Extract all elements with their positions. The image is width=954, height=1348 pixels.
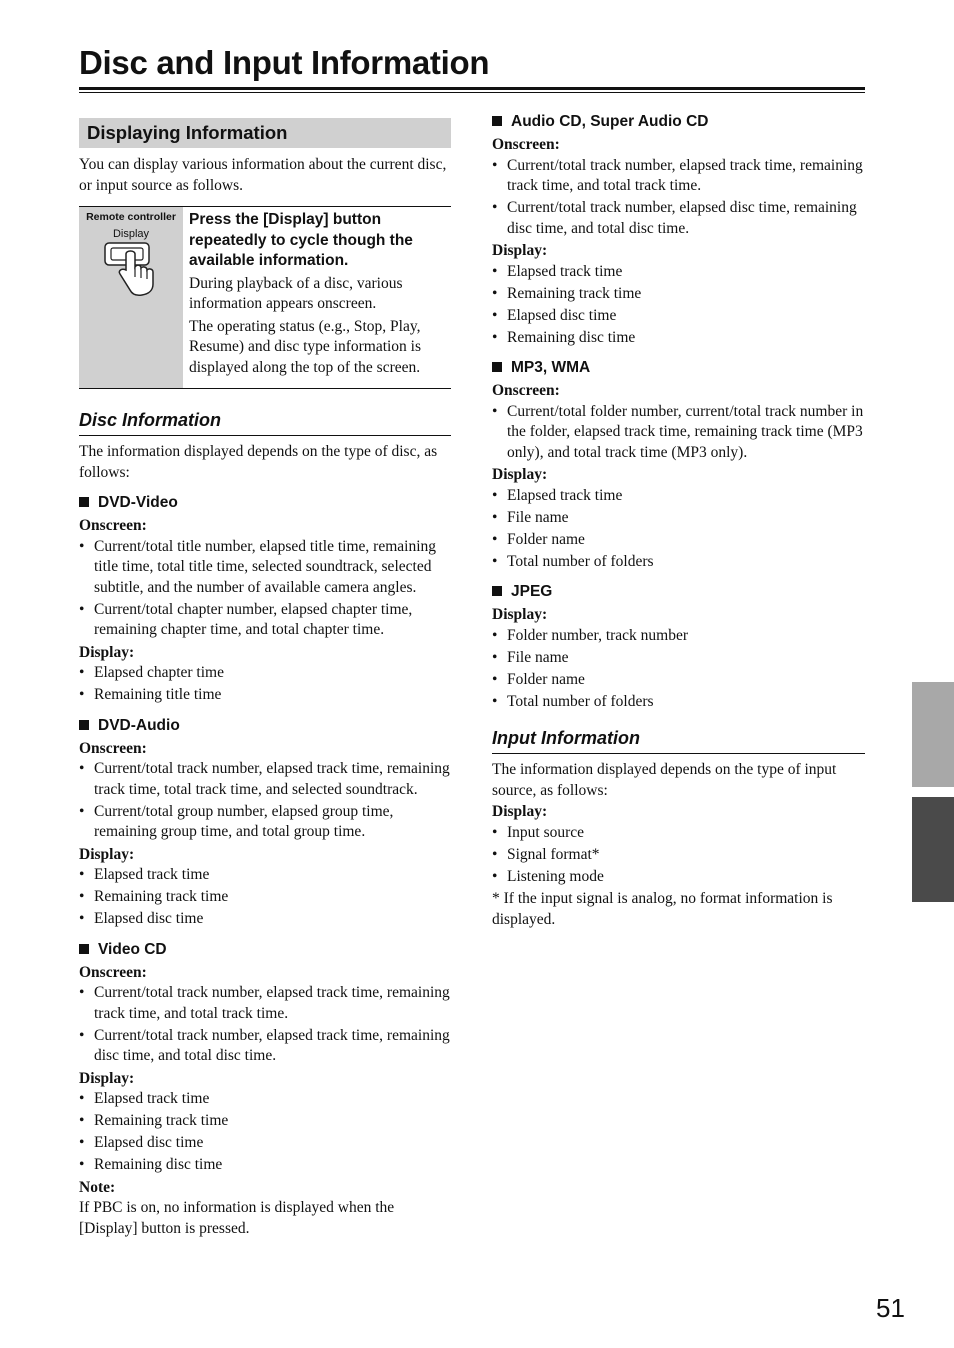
remote-panel <box>79 207 183 388</box>
display-label: Display: <box>79 845 135 863</box>
mp3-wma-display-list <box>492 486 865 573</box>
video-cd-onscreen-list <box>79 983 451 1067</box>
remote-para-2: The operating status (e.g., Stop, Play, Resume) and disc type information is displayed along the top of the screen. <box>189 317 422 376</box>
list-item: • Current/total chapter number, elapsed chapter time, remaining chapter time, and total chapter time. <box>79 600 451 641</box>
audio-cd-title: Audio CD, Super Audio CD <box>511 113 709 130</box>
list-item: • Current/total folder number, current/total track number in the folder, elapsed track time, remaining track time (MP3 only), and total track time (MP3 only). <box>492 402 865 464</box>
audio-cd-heading <box>492 112 865 132</box>
list-item: • Current/total track number, elapsed disc time, remaining disc time, and total disc time. <box>492 198 865 239</box>
dvd-audio-display-list <box>79 865 451 930</box>
remote-text <box>183 207 451 388</box>
list-item: • Remaining disc time <box>79 1155 451 1176</box>
list-item: • Signal format* <box>492 845 865 866</box>
list-item: • Input source <box>492 823 865 844</box>
list-item: • Folder number, track number <box>492 626 865 647</box>
list-item: • Remaining disc time <box>492 328 865 349</box>
display-button-label: Display <box>112 228 150 240</box>
list-item: • Elapsed disc time <box>79 909 451 930</box>
mp3-wma-onscreen-list <box>492 402 865 464</box>
page-number: 51 <box>876 1293 905 1323</box>
title-rule-thin <box>79 92 865 93</box>
dvd-audio-onscreen-list <box>79 759 451 843</box>
onscreen-label: Onscreen: <box>492 382 560 399</box>
list-item: • Remaining track time <box>79 1111 451 1132</box>
disc-info-intro: The information displayed depends on the type of disc, as follows: <box>79 443 438 481</box>
input-info-intro: The information displayed depends on the type of input source, as follows: <box>492 761 837 799</box>
dvd-video-onscreen-list <box>79 537 451 641</box>
list-item: • Folder name <box>492 670 865 691</box>
display-label: Display: <box>492 242 548 259</box>
video-cd-heading <box>79 940 451 960</box>
list-item: • Remaining track time <box>492 284 865 305</box>
remote-instruction: Press the [Display] button repeatedly to cycle though the available information. <box>189 211 413 269</box>
square-bullet-icon <box>492 586 502 596</box>
list-item: • Total number of folders <box>492 552 865 573</box>
list-item: • Total number of folders <box>492 692 865 713</box>
list-item: • Listening mode <box>492 867 865 888</box>
dvd-video-heading <box>79 493 451 513</box>
video-cd-title: Video CD <box>98 940 167 958</box>
list-item: • Elapsed track time <box>492 262 865 283</box>
display-label: Display: <box>492 803 548 820</box>
list-item: • Current/total track number, elapsed track time, remaining track time, and total track time. <box>492 156 865 197</box>
dvd-video-title: DVD-Video <box>98 494 178 511</box>
onscreen-label: Onscreen: <box>79 739 147 757</box>
list-item: • Elapsed track time <box>79 865 451 886</box>
dvd-audio-title: DVD-Audio <box>98 716 180 734</box>
note-label: Note: <box>79 1178 116 1196</box>
dvd-video-display-list <box>79 663 451 706</box>
side-tab-dark <box>912 797 954 902</box>
list-item: • Current/total group number, elapsed group time, remaining group time, and total group time. <box>79 802 451 843</box>
jpeg-heading <box>492 582 865 602</box>
display-label: Display: <box>492 466 548 483</box>
remote-controller-label: Remote controller <box>86 211 176 223</box>
audio-cd-onscreen-list <box>492 156 865 240</box>
list-item: • Current/total track number, elapsed track time, remaining track time, total track time, and selected soundtrack. <box>79 759 451 800</box>
list-item: • Elapsed chapter time <box>79 663 451 684</box>
list-item: • Elapsed disc time <box>492 306 865 327</box>
jpeg-display-list <box>492 626 865 713</box>
display-label: Display: <box>492 606 548 623</box>
list-item: • Remaining title time <box>79 685 451 706</box>
input-information-heading: Input Information <box>492 727 865 754</box>
title-rule <box>79 87 865 90</box>
video-cd-display-list <box>79 1089 451 1176</box>
display-label: Display: <box>79 1069 135 1087</box>
display-label: Display: <box>79 643 135 661</box>
page-title: Disc and Input Information <box>79 44 490 81</box>
hand-pressing-button-icon <box>96 240 166 298</box>
list-item: • File name <box>492 508 865 529</box>
mp3-wma-heading <box>492 358 865 378</box>
side-tab-light <box>912 682 954 787</box>
pbc-note: If PBC is on, no information is displayed when the [Display] button is pressed. <box>79 1199 395 1237</box>
right-column <box>492 112 865 930</box>
onscreen-label: Onscreen: <box>492 136 560 153</box>
section-heading-displaying: Displaying Information <box>79 118 451 148</box>
displaying-intro: You can display various information about the current disc, or input source as follows. <box>79 156 447 194</box>
list-item: • Elapsed track time <box>79 1089 451 1110</box>
input-footnote: * If the input signal is analog, no format information is displayed. <box>492 890 833 928</box>
input-display-list <box>492 823 865 888</box>
onscreen-label: Onscreen: <box>79 517 147 534</box>
square-bullet-icon <box>79 497 89 507</box>
list-item: • File name <box>492 648 865 669</box>
list-item: • Current/total track number, elapsed track time, remaining disc time, and total disc time. <box>79 1026 451 1067</box>
audio-cd-display-list <box>492 262 865 349</box>
remote-instruction-box <box>79 206 451 389</box>
dvd-audio-heading <box>79 716 451 736</box>
disc-information-heading: Disc Information <box>79 409 451 436</box>
list-item: • Elapsed disc time <box>79 1133 451 1154</box>
square-bullet-icon <box>492 362 502 372</box>
list-item: • Elapsed track time <box>492 486 865 507</box>
jpeg-title: JPEG <box>511 583 553 600</box>
list-item: • Remaining track time <box>79 887 451 908</box>
list-item: • Current/total title number, elapsed title time, remaining title time, total title time, selected soundtrack, selected subtitle, and the number of available camera angles. <box>79 537 451 599</box>
left-column <box>79 118 451 1239</box>
list-item: • Folder name <box>492 530 865 551</box>
remote-para-1: During playback of a disc, various information appears onscreen. <box>189 274 403 312</box>
list-item: • Current/total track number, elapsed track time, remaining track time, and total track time. <box>79 983 451 1024</box>
onscreen-label: Onscreen: <box>79 963 147 981</box>
mp3-wma-title: MP3, WMA <box>511 359 591 376</box>
square-bullet-icon <box>79 944 89 954</box>
square-bullet-icon <box>492 116 502 126</box>
square-bullet-icon <box>79 720 89 730</box>
